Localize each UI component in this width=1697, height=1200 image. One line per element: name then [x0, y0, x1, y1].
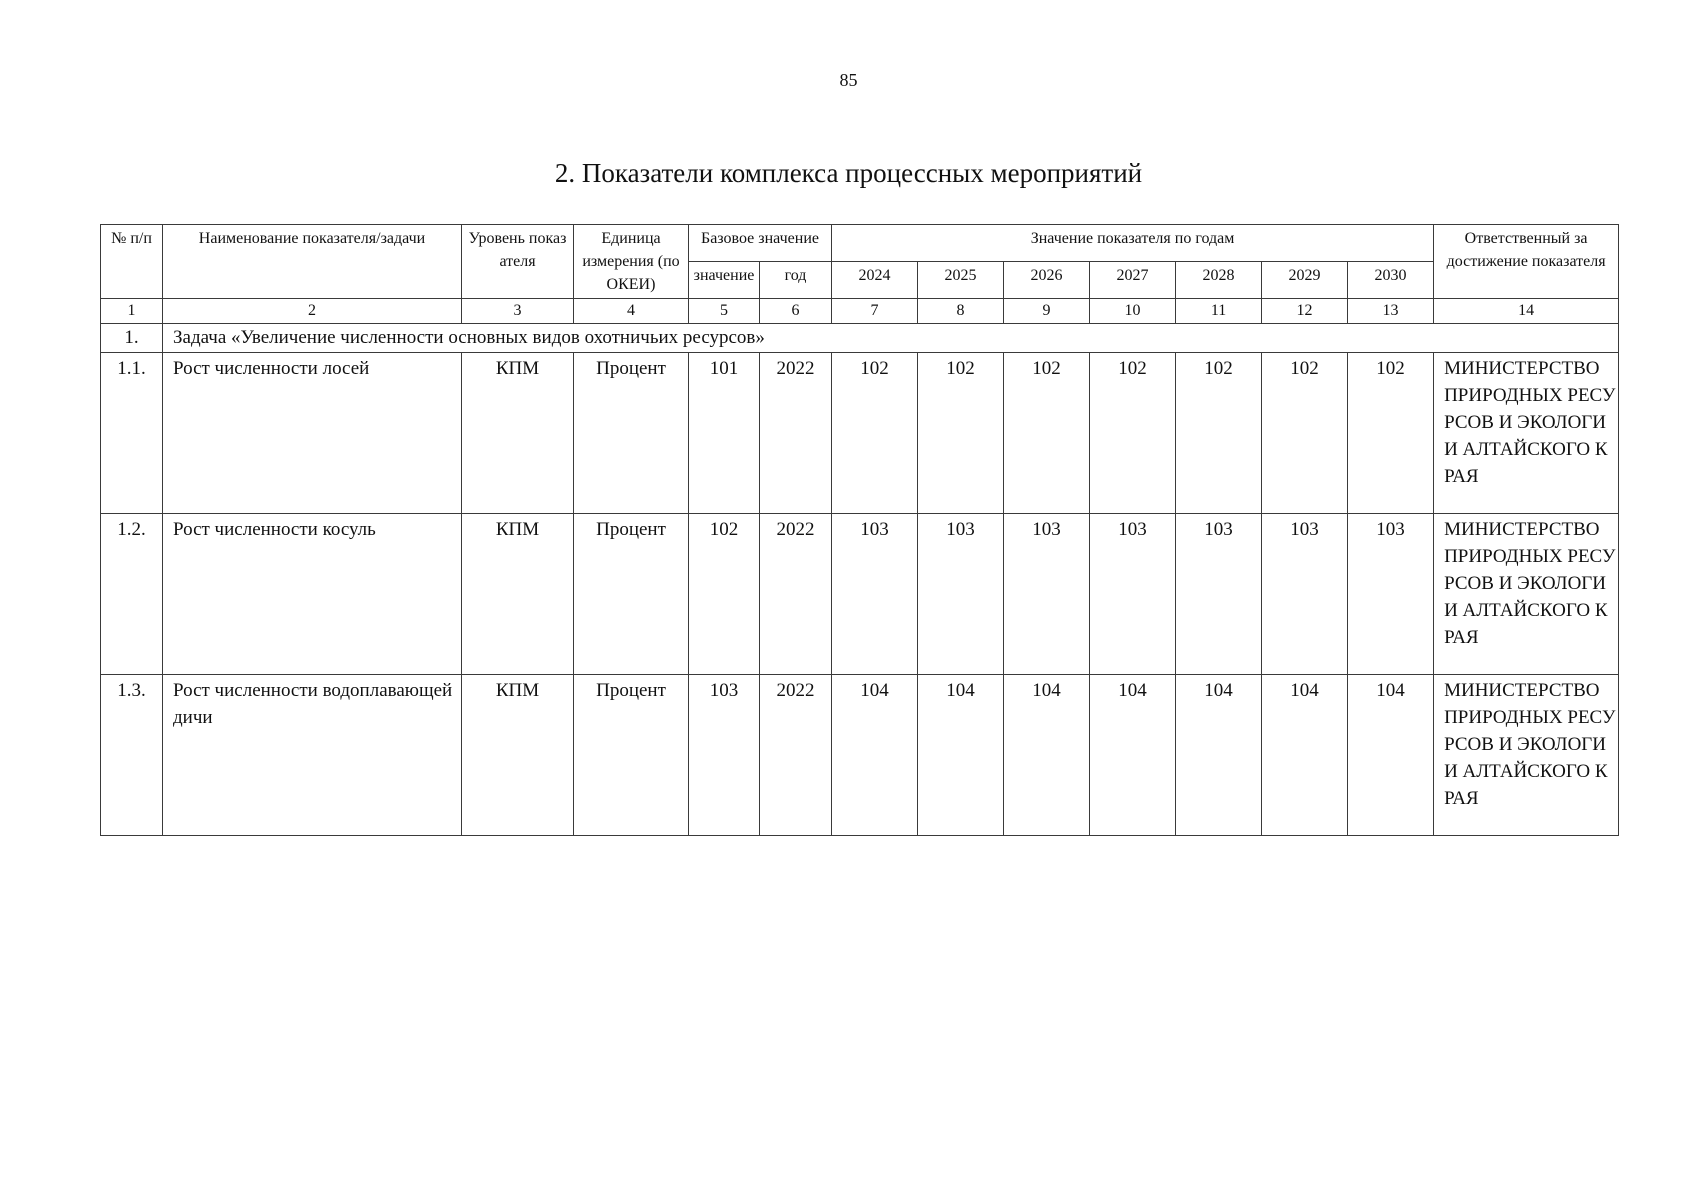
- table-row: [101, 353, 1619, 514]
- task-num: 1.: [101, 324, 163, 353]
- row-base-value: 103: [689, 675, 760, 836]
- row-base-year: 2022: [760, 675, 832, 836]
- header-responsible: Ответственный за достижение показателя: [1434, 225, 1619, 299]
- row-year-value: 104: [1348, 675, 1434, 836]
- row-level: КПМ: [462, 353, 574, 514]
- row-num: 1.3.: [101, 675, 163, 836]
- row-year-value: 102: [1176, 353, 1262, 514]
- header-name: Наименование показателя/задачи: [163, 225, 462, 299]
- row-num: 1.2.: [101, 514, 163, 675]
- column-number: 14: [1434, 299, 1619, 324]
- row-year-value: 102: [1348, 353, 1434, 514]
- row-num: 1.1.: [101, 353, 163, 514]
- header-year: 2025: [918, 262, 1004, 299]
- indicators-table: [100, 224, 1619, 836]
- column-number: 2: [163, 299, 462, 324]
- row-unit: Процент: [574, 353, 689, 514]
- row-year-value: 102: [1090, 353, 1176, 514]
- row-responsible: МИНИСТЕРСТВО ПРИРОДНЫХ РЕСУРСОВ И ЭКОЛОГИИ АЛТАЙСКОГО КРАЯ: [1434, 353, 1619, 514]
- column-number: 13: [1348, 299, 1434, 324]
- column-number: 5: [689, 299, 760, 324]
- row-responsible: МИНИСТЕРСТВО ПРИРОДНЫХ РЕСУРСОВ И ЭКОЛОГИИ АЛТАЙСКОГО КРАЯ: [1434, 675, 1619, 836]
- row-year-value: 103: [918, 514, 1004, 675]
- header-by-years: Значение показателя по годам: [832, 225, 1434, 262]
- column-number: 10: [1090, 299, 1176, 324]
- column-numbers-row: [101, 299, 1619, 324]
- row-year-value: 104: [1262, 675, 1348, 836]
- row-base-value: 102: [689, 514, 760, 675]
- header-year: 2029: [1262, 262, 1348, 299]
- column-number: 11: [1176, 299, 1262, 324]
- row-year-value: 103: [832, 514, 918, 675]
- header-level: Уровень показателя: [462, 225, 574, 299]
- header-base: Базовое значение: [689, 225, 832, 262]
- row-year-value: 102: [1004, 353, 1090, 514]
- header-num: № п/п: [101, 225, 163, 299]
- page-number: 85: [839, 70, 858, 90]
- row-year-value: 103: [1348, 514, 1434, 675]
- header-year: 2027: [1090, 262, 1176, 299]
- row-year-value: 103: [1262, 514, 1348, 675]
- header-year: 2026: [1004, 262, 1090, 299]
- column-number: 6: [760, 299, 832, 324]
- row-year-value: 104: [918, 675, 1004, 836]
- row-name: Рост численности водоплавающей дичи: [163, 675, 462, 836]
- row-level: КПМ: [462, 514, 574, 675]
- row-base-year: 2022: [760, 514, 832, 675]
- column-number: 9: [1004, 299, 1090, 324]
- row-year-value: 102: [1262, 353, 1348, 514]
- header-base-value: значение: [689, 262, 760, 299]
- header-row-top: [101, 225, 1619, 262]
- row-base-value: 101: [689, 353, 760, 514]
- table-row: [101, 514, 1619, 675]
- column-number: 1: [101, 299, 163, 324]
- row-unit: Процент: [574, 675, 689, 836]
- row-year-value: 102: [832, 353, 918, 514]
- row-name: Рост численности лосей: [163, 353, 462, 514]
- row-year-value: 102: [918, 353, 1004, 514]
- row-responsible: МИНИСТЕРСТВО ПРИРОДНЫХ РЕСУРСОВ И ЭКОЛОГИИ АЛТАЙСКОГО КРАЯ: [1434, 514, 1619, 675]
- row-year-value: 104: [832, 675, 918, 836]
- header-year: 2028: [1176, 262, 1262, 299]
- column-number: 4: [574, 299, 689, 324]
- row-year-value: 104: [1176, 675, 1262, 836]
- task-text: Задача «Увеличение численности основных видов охотничьих ресурсов»: [163, 324, 1619, 353]
- row-year-value: 103: [1176, 514, 1262, 675]
- section-title: 2. Показатели комплекса процессных мероприятий: [554, 158, 1143, 188]
- header-base-year: год: [760, 262, 832, 299]
- row-level: КПМ: [462, 675, 574, 836]
- row-year-value: 103: [1090, 514, 1176, 675]
- column-number: 3: [462, 299, 574, 324]
- row-year-value: 103: [1004, 514, 1090, 675]
- row-base-year: 2022: [760, 353, 832, 514]
- row-year-value: 104: [1090, 675, 1176, 836]
- column-number: 8: [918, 299, 1004, 324]
- task-row: [101, 324, 1619, 353]
- table-row: [101, 675, 1619, 836]
- row-year-value: 104: [1004, 675, 1090, 836]
- row-name: Рост численности косуль: [163, 514, 462, 675]
- header-year: 2024: [832, 262, 918, 299]
- column-number: 12: [1262, 299, 1348, 324]
- column-number: 7: [832, 299, 918, 324]
- row-unit: Процент: [574, 514, 689, 675]
- header-unit: Единица измерения (по ОКЕИ): [574, 225, 689, 299]
- header-year: 2030: [1348, 262, 1434, 299]
